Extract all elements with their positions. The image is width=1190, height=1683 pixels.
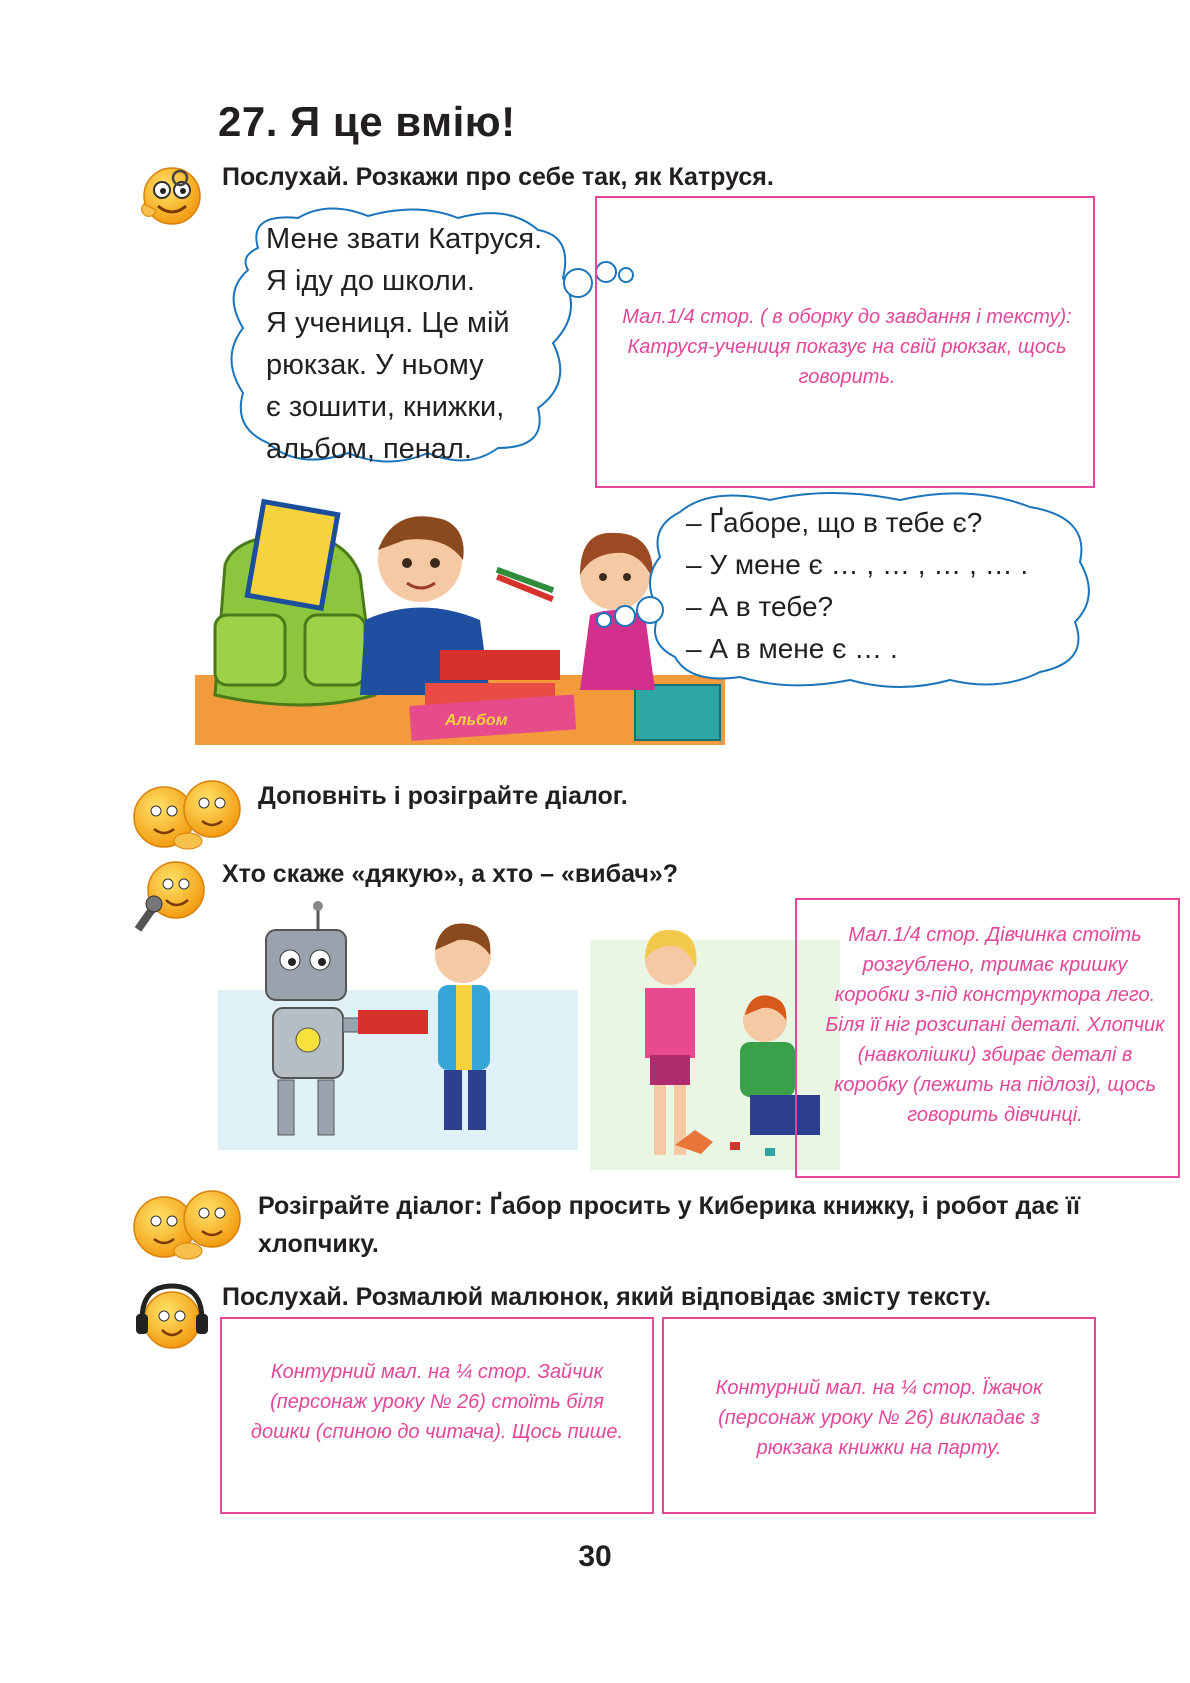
katrusia-line: рюкзак. У ньому	[266, 349, 484, 381]
katrusia-line: Я учениця. Це мій	[266, 307, 510, 339]
listening-smiley-icon	[132, 160, 204, 232]
katrusia-line: альбом, пенал.	[266, 433, 472, 465]
katrusia-line: є зошити, книжки,	[266, 391, 505, 423]
katrusia-text	[266, 218, 606, 470]
dialog-text	[686, 502, 1096, 670]
placeholder-note: Мал.1/4 стор. ( в оборку до завдання і тексту): Катруся-учениця показує на свій рюкзак, щось говорить.	[622, 306, 1072, 388]
placeholder-note: Мал.1/4 стор. Дівчинка стоїть розгублено, тримає кришку коробки з-під конструктора лего. Біля її ніг розсипані деталі. Хлопчик (навколішки) збирає деталі в коробку (лежить на підлозі), щось говорить дівчинці.	[825, 924, 1165, 1126]
pair-smileys-icon	[128, 1185, 248, 1265]
task2-instruction: Доповніть і розіграйте діалог.	[258, 782, 628, 810]
dialog-line: – Ґаборе, що в тебе є?	[686, 507, 983, 538]
coloring-note: Контурний мал. на ¼ стор. Їжачок (персонаж уроку № 26) викладає з рюкзака книжки на парту.	[715, 1377, 1043, 1459]
task4-instruction: Розіграйте діалог: Ґабор просить у Киберика книжку, і робот дає її хлопчику.	[258, 1192, 1081, 1258]
lesson-title: 27. Я це вмію!	[218, 98, 516, 145]
task5-instruction: Послухай. Розмалюй малюнок, який відповідає змісту тексту.	[222, 1283, 991, 1311]
dialog-line: – А в тебе?	[686, 591, 834, 622]
pair-smileys-icon	[128, 775, 248, 855]
katrusia-line: Я іду до школи.	[266, 265, 475, 297]
illustration-placeholder-katrusia	[595, 196, 1095, 488]
illustration-placeholder-lego	[795, 898, 1180, 1178]
page-number: 30	[578, 1540, 612, 1573]
headphones-smiley-icon	[132, 1280, 210, 1358]
robot-and-boy-illustration	[218, 900, 578, 1150]
dialog-line: – А в мене є … .	[686, 633, 898, 664]
task1-instruction: Послухай. Розкажи про себе так, як Катруся.	[222, 163, 774, 191]
coloring-box-hedgehog	[662, 1317, 1096, 1514]
album-label: Альбом	[445, 712, 508, 729]
dialog-line: – У мене є … , … , … , … .	[686, 549, 1029, 580]
coloring-box-bunny	[220, 1317, 654, 1514]
katrusia-line: Мене звати Катруся.	[266, 223, 543, 255]
coloring-note: Контурний мал. на ¼ стор. Зайчик (персонаж уроку № 26) стоїть біля дошки (спиною до читача). Щось пише.	[250, 1361, 624, 1443]
task3-instruction: Хто скаже «дякую», а хто – «вибач»?	[222, 860, 679, 888]
microphone-smiley-icon	[132, 856, 210, 934]
